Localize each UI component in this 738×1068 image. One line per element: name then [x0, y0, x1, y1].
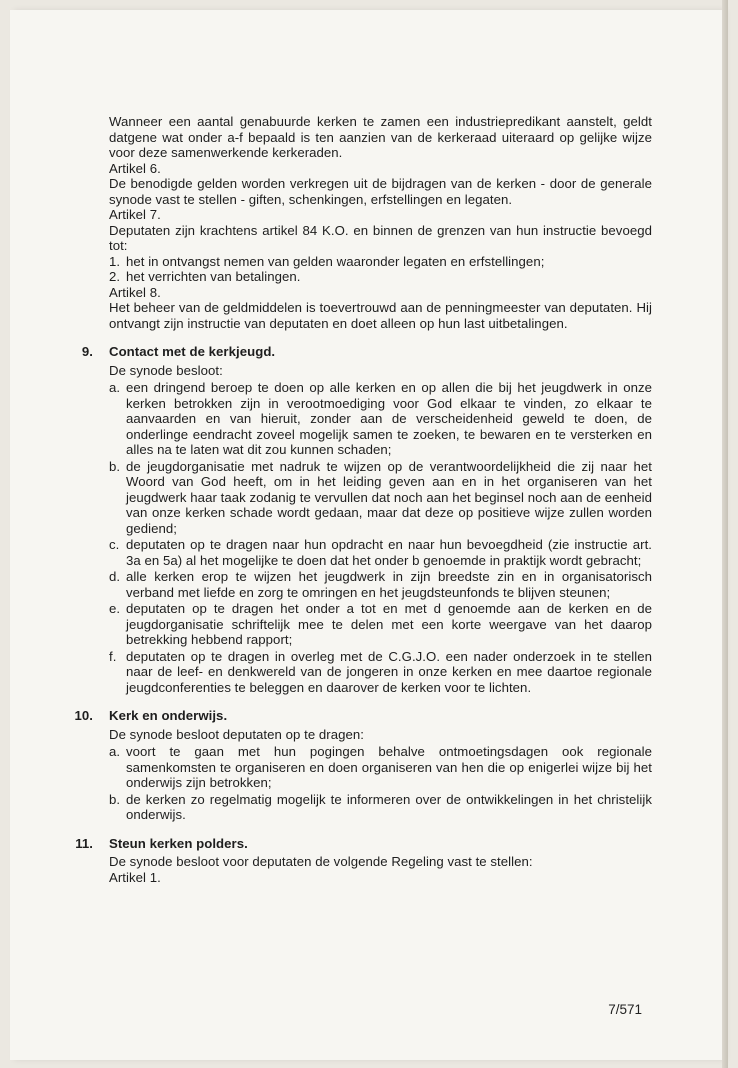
list-item: [109, 649, 652, 696]
list-item-text: het in ontvangst nemen van gelden waaronder legaten en erfstellingen;: [126, 253, 545, 269]
list-marker: e.: [109, 601, 121, 616]
section-number: 9.: [81, 344, 93, 359]
section-11-heading: [10, 836, 722, 852]
artikel-8-heading: Artikel 8.: [109, 284, 161, 300]
list-marker: c.: [109, 537, 120, 552]
page-content: [10, 114, 722, 885]
section-9-heading: [10, 344, 722, 360]
artikel-6-heading: Artikel 6.: [109, 160, 161, 176]
section-10: [10, 708, 722, 823]
list-item-text: deputaten op te dragen naar hun opdracht en naar hun bevoegdheid (zie instructie art. 3a en 5a) al het mogelijke te doen dat het onder b genoemde in praktijk wordt gebracht;: [126, 537, 652, 568]
list-marker: a.: [109, 380, 121, 395]
section-11-artikel: Artikel 1.: [109, 869, 161, 885]
section-number: 10.: [74, 708, 93, 723]
list-item-text: voort te gaan met hun pogingen behalve ontmoetingsdagen ook regionale samenkomsten te organiseren en doen organiseren van hen die op enigerlei wijze bij het onderwijs zijn betrokken;: [126, 744, 652, 790]
list-item: [109, 459, 652, 537]
list-marker: a.: [109, 744, 121, 759]
list-item: [109, 269, 652, 285]
section-10-intro: De synode besloot deputaten op te dragen:: [109, 726, 365, 742]
artikel-7-text: Deputaten zijn krachtens artikel 84 K.O. en binnen de grenzen van hun instructie bevoegd tot:: [109, 222, 652, 253]
list-marker: 2.: [109, 269, 121, 284]
section-title: Kerk en onderwijs.: [109, 708, 228, 723]
list-item: [109, 537, 652, 568]
section-number: 11.: [75, 835, 93, 851]
list-item: [109, 601, 652, 648]
section-11: [10, 836, 722, 886]
intro-paragraph: Wanneer een aantal genabuurde kerken te zamen een industriepredikant aanstelt, geldt datgene wat onder a-f bepaald is ten aanzien van de kerkeraad uiteraard op gelijke wijze voor deze samenwerkende kerkeraden.: [109, 114, 652, 160]
page-number: 7/571: [608, 1002, 642, 1017]
list-marker: 1.: [109, 253, 121, 269]
list-marker: b.: [109, 791, 121, 807]
section-11-intro: De synode besloot voor deputaten de volgende Regeling vast te stellen:: [109, 854, 533, 869]
list-item: [109, 254, 652, 270]
section-title: Steun kerken polders.: [109, 835, 248, 851]
list-item-text: alle kerken erop te wijzen het jeugdwerk in zijn breedste zin en in organisatorisch verband met liefde en zorg te omringen en het jeugdsteunfonds te blijven steunen;: [126, 569, 652, 600]
section-9-list: [109, 380, 652, 695]
section-title: Contact met de kerkjeugd.: [109, 344, 276, 359]
list-item-text: deputaten op te dragen het onder a tot en met d genoemde aan de kerken en de jeugdorganisatie schriftelijk mee te delen met een korte weergave van het daarop betrekking hebbend rapport;: [126, 601, 652, 647]
artikel-8-text: Het beheer van de geldmiddelen is toevertrouwd aan de penningmeester van deputaten. Hij ontvangt zijn instructie van deputaten en doet alleen op hun last uitbetalingen.: [109, 300, 652, 331]
list-item-text: de jeugdorganisatie met nadruk te wijzen op de verantwoordelijkheid die zij naar het Woord van God heeft, om in het leiding geven aan en in het organiseren van het jeugdwerk haar taak zodanig te vervullen dat noch aan het beginsel noch aan de eenheid van onze kerken schade wordt gedaan, maar dat deze op positieve wijze zullen worden gediend;: [126, 458, 652, 536]
list-item: [109, 569, 652, 600]
list-item-text: de kerken zo regelmatig mogelijk te informeren over de ontwikkelingen in het christelijk onderwijs.: [126, 791, 652, 822]
list-item-text: het verrichten van betalingen.: [126, 269, 301, 284]
artikel-7-heading: Artikel 7.: [109, 207, 161, 222]
list-item: [109, 380, 652, 458]
section-10-heading: [10, 708, 722, 724]
list-marker: d.: [109, 569, 121, 584]
section-9-intro: De synode besloot:: [109, 362, 223, 378]
list-item: [109, 792, 652, 823]
list-item-text: een dringend beroep te doen op alle kerken en op allen die bij het jeugdwerk in onze kerken betrokken zijn in verootmoediging voor God elkaar te vinden, zo elkaar te aanvaarden en van hieruit, zonder aan de verscheidenheid geweld te doen, de onderlinge eendracht zoveel mogelijk samen te zoeken, te bewaren en te versterken en alles na te laten wat dit zou kunnen schaden;: [126, 380, 652, 457]
section-9: [10, 344, 722, 695]
list-item-text: deputaten op te dragen in overleg met de C.G.J.O. een nader onderzoek in te stellen naar de leef- en denkwereld van de jongeren in onze kerken en mee daartoe regionale jeugdconferenties te beleggen en daarover de kerken voor te lichten.: [126, 648, 652, 695]
section-10-list: [109, 744, 652, 823]
artikel-6-text: De benodigde gelden worden verkregen uit de bijdragen van de kerken - door de generale synode vast te stellen - giften, schenkingen, erfstellingen en legaten.: [109, 176, 652, 207]
document-page: [10, 10, 722, 1060]
page-spine-shadow: [722, 0, 728, 1068]
list-marker: f.: [109, 648, 117, 664]
artikel-7-list: [10, 254, 722, 285]
list-item: [109, 744, 652, 791]
list-marker: b.: [109, 458, 121, 474]
